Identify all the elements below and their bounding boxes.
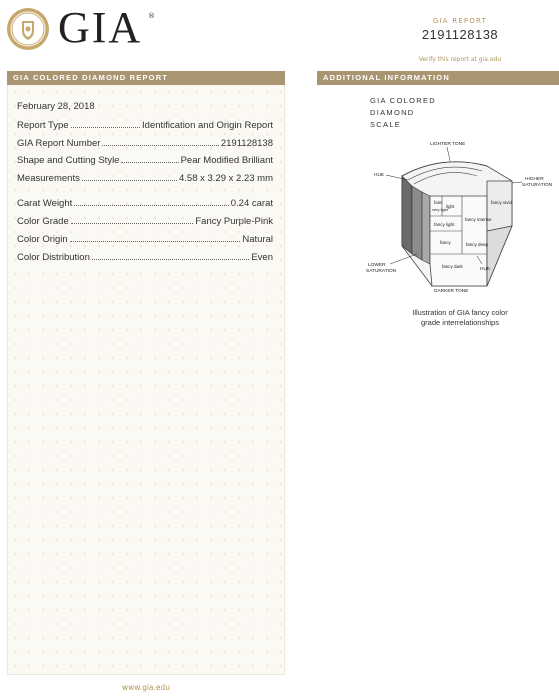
scale-title-line: DIAMOND — [370, 108, 415, 117]
row-measurements — [17, 173, 273, 184]
diagram-caption-line: Illustration of GIA fancy color — [412, 308, 508, 317]
registered-mark: ® — [148, 12, 155, 20]
row-report-number — [17, 138, 273, 149]
label-higher-saturation-1: HIGHER — [525, 177, 544, 182]
cell-fancy-dark: fancy dark — [442, 264, 463, 269]
verify-link[interactable]: Verify this report at gia.edu — [418, 56, 502, 63]
leader-dots — [92, 259, 249, 260]
gia-wordmark: GIA — [58, 3, 143, 52]
row-carat-weight — [17, 198, 273, 209]
row-label: Color Origin — [17, 234, 68, 245]
report-date: February 28, 2018 — [17, 101, 95, 112]
leader-dots — [102, 145, 218, 146]
row-value: Pear Modified Brilliant — [180, 155, 273, 166]
label-hue-bottom: HUE — [480, 267, 491, 272]
label-hue-top: HUE — [374, 173, 385, 178]
row-label: GIA Report Number — [17, 138, 101, 149]
row-value: 0.24 carat — [230, 198, 273, 209]
cell-fancy-light: fancy light — [434, 222, 455, 227]
scale-title-line: GIA COLORED — [370, 96, 436, 105]
leader-dots — [82, 180, 177, 181]
leader-dots — [74, 205, 228, 206]
row-label: Color Grade — [17, 216, 69, 227]
cell-fancy: fancy — [440, 240, 451, 245]
row-color-distribution — [17, 252, 273, 263]
additional-information-bar: ADDITIONAL INFORMATION — [317, 71, 559, 85]
report-label: GIA REPORT — [432, 17, 488, 25]
footer-website[interactable]: www.gia.edu — [121, 683, 171, 692]
row-value: Even — [251, 252, 273, 263]
label-higher-saturation-2: SATURATION — [522, 183, 553, 188]
leader-dots — [71, 223, 194, 224]
row-label: Color Distribution — [17, 252, 90, 263]
row-report-type — [17, 120, 273, 131]
cell-fancy-deep: fancy deep — [466, 242, 489, 247]
color-scale-diagram — [362, 136, 557, 296]
row-color-grade — [17, 216, 273, 227]
row-label: Carat Weight — [17, 198, 73, 209]
row-shape-cut — [17, 155, 273, 166]
cell-fancy-vivid: fancy vivid — [491, 200, 513, 205]
cell-very-light: very light — [432, 207, 449, 212]
row-value: 2191128138 — [220, 138, 273, 149]
colored-diamond-report-bar: GIA COLORED DIAMOND REPORT — [7, 71, 285, 85]
row-label: Shape and Cutting Style — [17, 155, 120, 166]
row-label: Measurements — [17, 173, 80, 184]
leader-dots — [71, 127, 140, 128]
report-number: 2191128138 — [421, 27, 499, 42]
cell-faint: faint — [434, 200, 443, 205]
label-lower-saturation-2: SATURATION — [366, 269, 397, 274]
label-lighter-tone: LIGHTER TONE — [430, 142, 466, 147]
leader-dots — [121, 162, 178, 163]
row-label: Report Type — [17, 120, 69, 131]
row-value: Natural — [242, 234, 273, 245]
label-darker-tone: DARKER TONE — [434, 289, 469, 294]
row-value: Identification and Origin Report — [142, 120, 273, 131]
leader-dots — [70, 241, 241, 242]
cell-light: light — [446, 204, 455, 209]
row-value: Fancy Purple-Pink — [195, 216, 273, 227]
row-color-origin — [17, 234, 273, 245]
row-value: 4.58 x 3.29 x 2.23 mm — [179, 173, 273, 184]
label-lower-saturation-1: LOWER — [368, 263, 386, 268]
diagram-caption-line: grade interrelationships — [421, 318, 499, 327]
cell-fancy-intense: fancy intense — [465, 217, 492, 222]
scale-title-line: SCALE — [370, 120, 402, 129]
